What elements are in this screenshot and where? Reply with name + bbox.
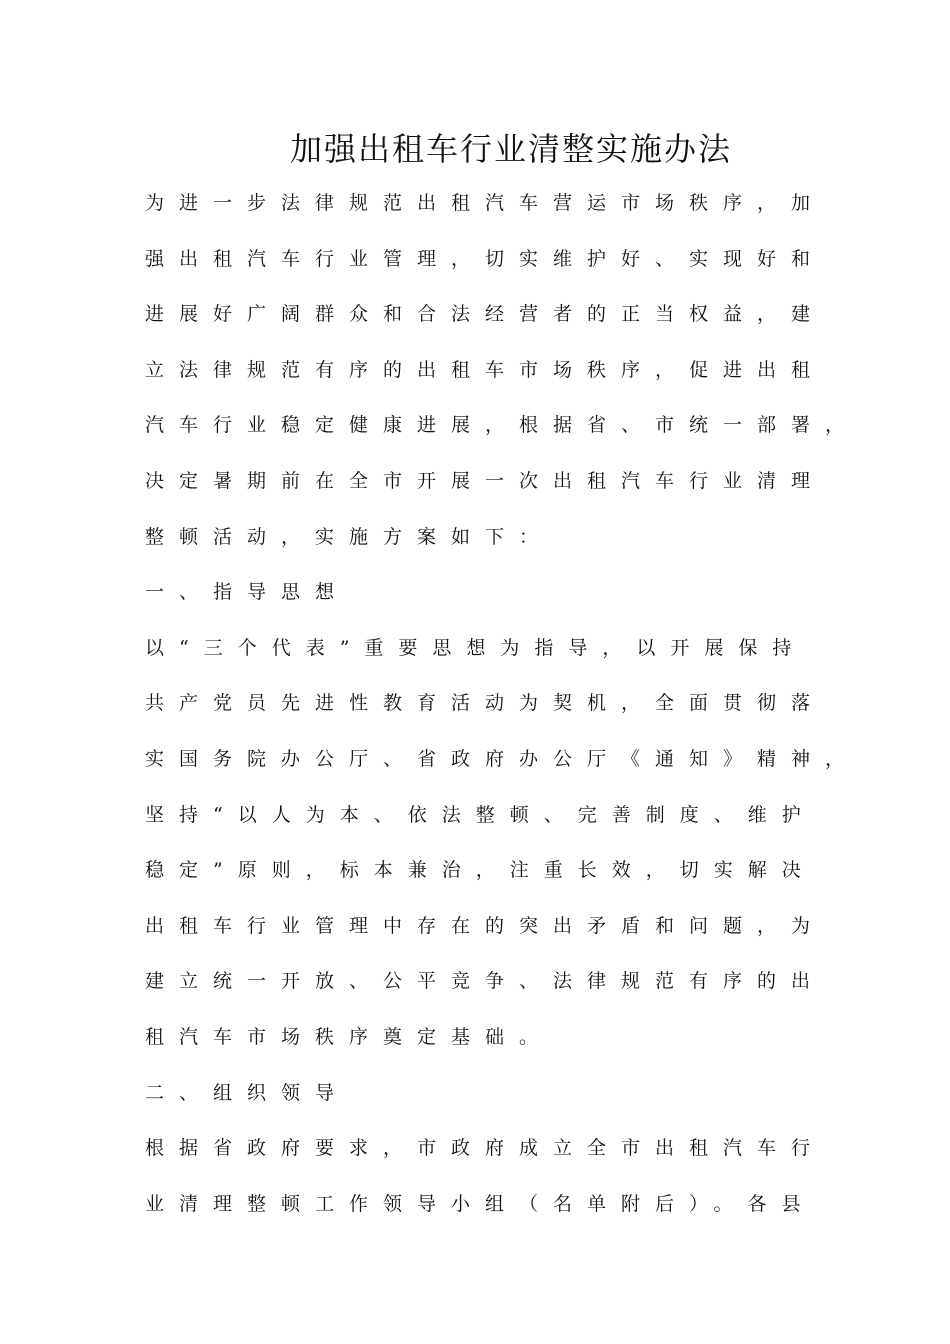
body-line-6: 决定暑期前在全市开展一次出租汽车行业清理 [145, 470, 826, 492]
body-line-1: 为进一步法律规范出租汽车营运市场秩序，加 [145, 192, 826, 214]
body-line-5: 汽车行业稳定健康进展，根据省、市统一部署， [145, 414, 860, 436]
body-line-3: 进展好广阔群众和合法经营者的正当权益，建 [145, 303, 826, 325]
body-line-14: 出租车行业管理中存在的突出矛盾和问题，为 [145, 915, 826, 937]
body-line-13: 稳定”原则，标本兼治，注重长效，切实解决 [145, 859, 816, 881]
body-line-11: 实国务院办公厅、省政府办公厅《通知》精神， [145, 748, 860, 770]
body-line-18: 根据省政府要求，市政府成立全市出租汽车行 [145, 1137, 826, 1159]
body-line-12: 坚持“以人为本、依法整顿、完善制度、维护 [145, 804, 816, 826]
body-line-15: 建立统一开放、公平竞争、法律规范有序的出 [145, 970, 826, 992]
section-heading-2: 二、组织领导 [145, 1082, 350, 1104]
body-line-16: 租汽车市场秩序奠定基础。 [145, 1026, 554, 1048]
body-line-2: 强出租汽车行业管理，切实维护好、实现好和 [145, 248, 826, 270]
body-line-19: 业清理整顿工作领导小组（名单附后）。各县 [145, 1193, 816, 1215]
body-line-4: 立法律规范有序的出租车市场秩序，促进出租 [145, 359, 826, 381]
section-heading-1: 一、指导思想 [145, 581, 350, 603]
body-line-9: 以“三个代表”重要思想为指导，以开展保持 [145, 637, 807, 659]
body-line-10: 共产党员先进性教育活动为契机，全面贯彻落 [145, 692, 826, 714]
body-line-7: 整顿活动，实施方案如下： [145, 526, 554, 548]
document-title: 加强出租车行业清整实施办法 [290, 130, 733, 168]
